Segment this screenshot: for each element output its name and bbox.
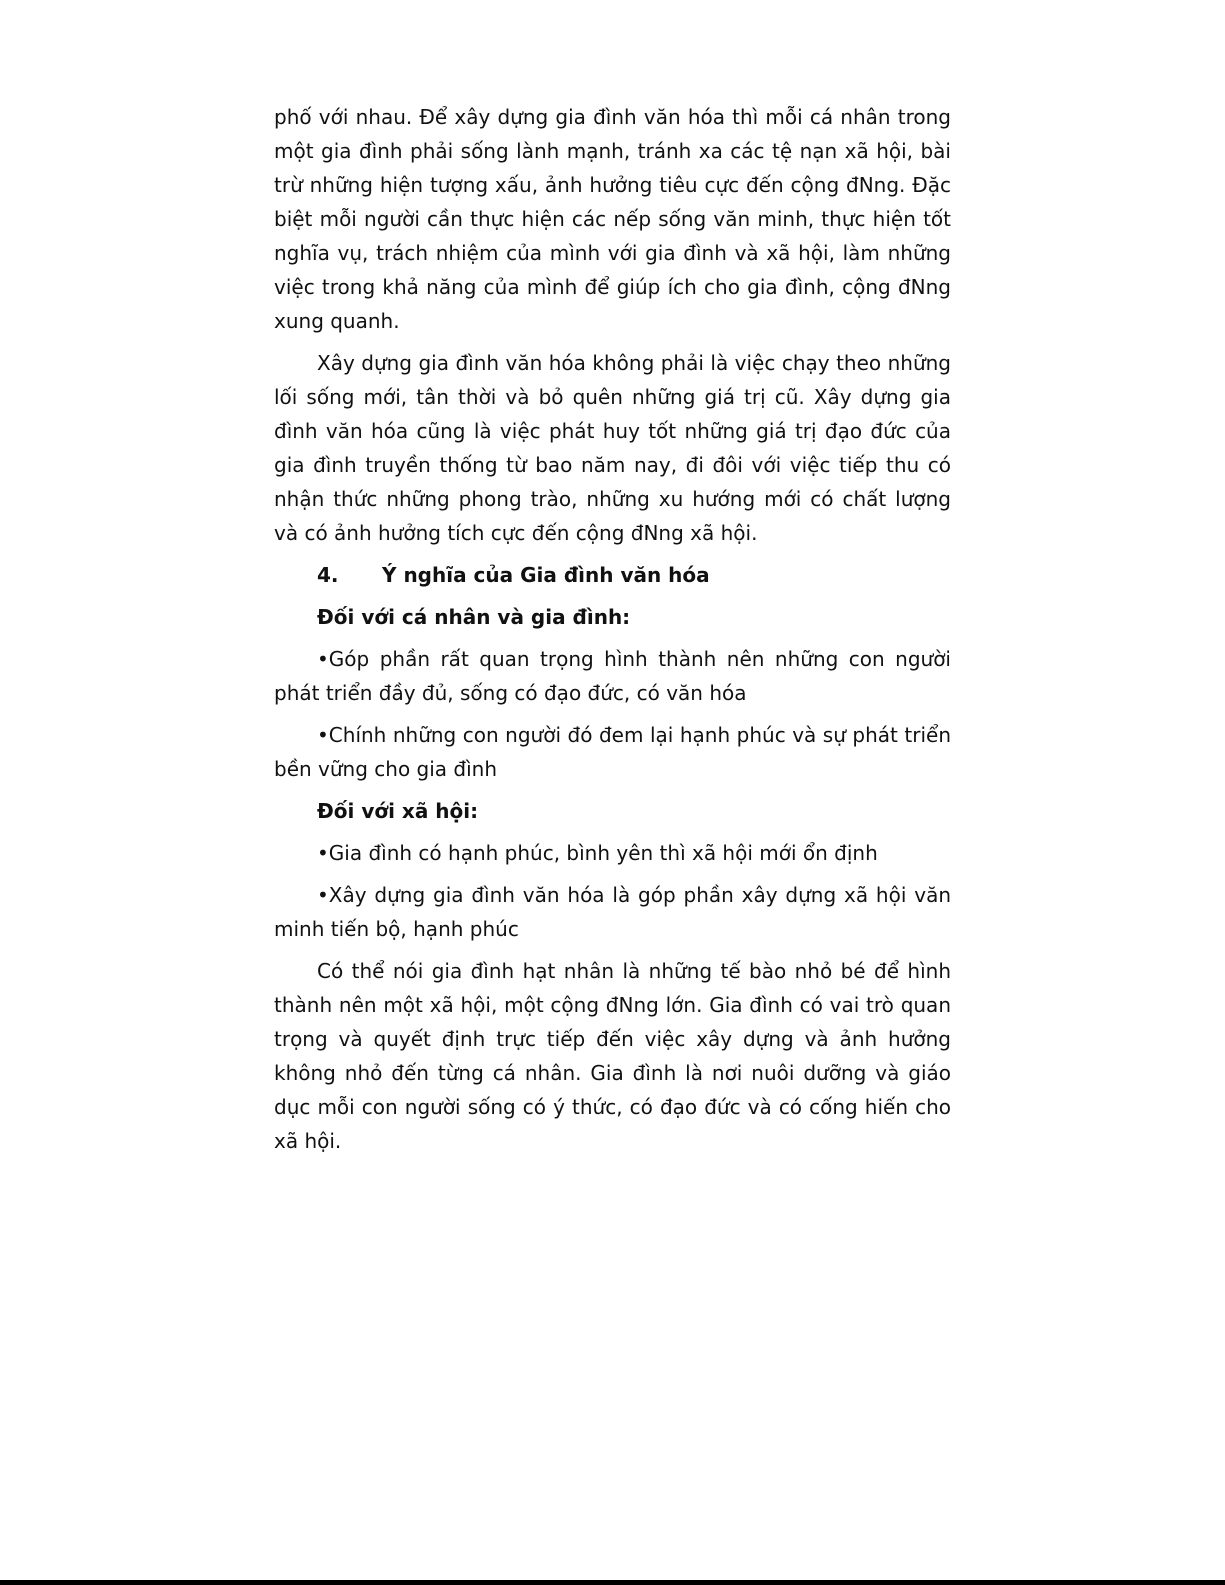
bullet-item: •Chính những con người đó đem lại hạnh phúc và sự phát triển bền vững cho gia đình [274, 723, 951, 781]
document-page [274, 100, 951, 1166]
subheading-individual: Đối với cá nhân và gia đình: [317, 605, 631, 629]
section-heading [274, 558, 951, 592]
paragraph-continuation: phố với nhau. Để xây dựng gia đình văn hóa thì mỗi cá nhân trong một gia đình phải sống lành mạnh, tránh xa các tệ nạn xã hội, bài trừ những hiện tượng xấu, ảnh hưởng tiêu cực đến cộng đNng. Đặc biệt mỗi người cần thực hiện các nếp sống văn minh, thực hiện tốt nghĩa vụ, trách nhiệm của mình với gia đình và xã hội, làm những việc trong khả năng của mình để giúp ích cho gia đình, cộng đNng xung quanh. [274, 105, 951, 333]
section-title: Ý nghĩa của Gia đình văn hóa [382, 563, 710, 587]
subheading-society: Đối với xã hội: [317, 799, 479, 823]
paragraph-conclusion: Có thể nói gia đình hạt nhân là những tế bào nhỏ bé để hình thành nên một xã hội, một cộng đNng lớn. Gia đình có vai trò quan trọng và quyết định trực tiếp đến việc xây dựng và ảnh hưởng không nhỏ đến từng cá nhân. Gia đình là nơi nuôi dưỡng và giáo dục mỗi con người sống có ý thức, có đạo đức và có cống hiến cho xã hội. [274, 959, 951, 1153]
bullet-item: •Góp phần rất quan trọng hình thành nên những con người phát triển đầy đủ, sống có đạo đức, có văn hóa [274, 647, 951, 705]
paragraph-building-culture: Xây dựng gia đình văn hóa không phải là việc chạy theo những lối sống mới, tân thời và bỏ quên những giá trị cũ. Xây dựng gia đình văn hóa cũng là việc phát huy tốt những giá trị đạo đức của gia đình truyền thống từ bao năm nay, đi đôi với việc tiếp thu có nhận thức những phong trào, những xu hướng mới có chất lượng và có ảnh hưởng tích cực đến cộng đNng xã hội. [274, 351, 951, 545]
bullet-item: •Gia đình có hạnh phúc, bình yên thì xã hội mới ổn định [317, 841, 878, 865]
page-bottom-border [0, 1580, 1225, 1585]
bullet-item: •Xây dựng gia đình văn hóa là góp phần xây dựng xã hội văn minh tiến bộ, hạnh phúc [274, 883, 951, 941]
section-number: 4. [317, 563, 339, 587]
